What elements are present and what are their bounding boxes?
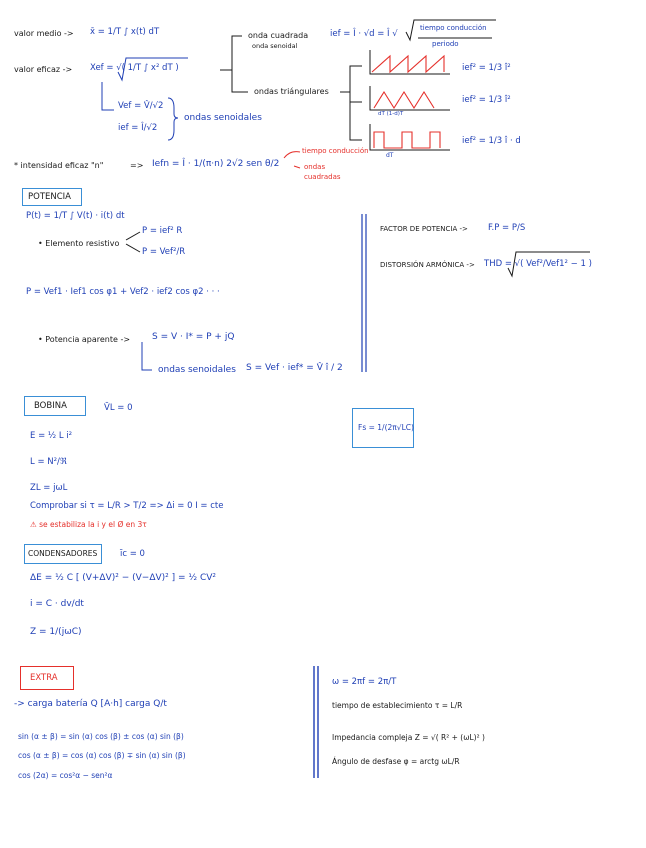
pulse-wave-icon <box>374 132 440 148</box>
intensidad-arrow: => <box>130 161 144 170</box>
valor-medio-label: valor medio -> <box>14 29 74 38</box>
onda-senoidal-label: onda senoidal <box>252 42 298 50</box>
ief-cuadrada-formula: ief = Î · √d = Î √ <box>330 29 398 39</box>
energia-bobina: E = ½ L i² <box>30 431 73 441</box>
tiempo-establecimiento: tiempo de establecimiento τ = L/R <box>332 701 463 710</box>
distorsion-armonica-label: DISTORSIÓN ARMÓNICA -> <box>380 261 475 269</box>
ic-average: īc = 0 <box>120 549 145 559</box>
condensadores-heading: CONDENSADORES <box>28 549 98 558</box>
ief2-sawtooth: ief² = 1/3 î² <box>462 63 511 73</box>
impedancia-compleja: Impedancia compleja Z = √( R² + (ωL)² ) <box>332 733 485 742</box>
warning-estabiliza <box>30 521 147 529</box>
dt-mid-label: dT (1-d)T <box>378 111 404 117</box>
angulo-desfase: Ángulo de desfase φ = arctg ωL/R <box>332 757 460 766</box>
sawtooth-wave-icon <box>372 56 444 72</box>
valor-eficaz-label: valor eficaz -> <box>14 65 73 74</box>
valor-medio-formula: x̄ = 1/T ∫ x(t) dT <box>90 27 160 37</box>
elemento-resistivo-label: • Elemento resistivo <box>38 239 120 248</box>
intensidad-formula: Iefn = Î · 1/(π·n) 2√2 sen θ/2 <box>152 159 280 169</box>
p-ief2-r: P = ief² R <box>142 226 183 236</box>
energia-condensador: ΔE = ½ C [ (V+ΔV)² − (V−ΔV)² ] = ½ CV² <box>30 573 217 583</box>
fp-formula: F.P = P/S <box>488 223 526 233</box>
vl-average: V̄L = 0 <box>104 403 133 413</box>
potencia-aparente-label: • Potencia aparente -> <box>38 335 131 344</box>
p-sum-harmonics: P = Vef1 · Ief1 cos φ1 + Vef2 · ief2 cos φ2 · · · <box>26 287 220 297</box>
sin-suma-formula: sin (α ± β) = sin (α) cos (β) ± cos (α) sin (β) <box>18 732 184 741</box>
ondas-senoidales-label: ondas senoidales <box>184 113 262 123</box>
dt-pulse-label: dT <box>386 152 394 159</box>
triangle-wave-icon <box>374 92 434 108</box>
valor-eficaz-formula: Xef = √( 1/T ∫ x² dT ) <box>90 63 179 73</box>
impedancia-condensador: Z = 1/(jωC) <box>30 627 82 637</box>
ief2-pulse: ief² = 1/3 î · d <box>462 136 521 146</box>
s-senoidal-formula: S = Vef · ief* = V̂ î / 2 <box>246 363 343 373</box>
tiempo-conduccion-note: tiempo conducción <box>302 147 369 155</box>
intensidad-eficaz-label: * intensidad eficaz "n" <box>14 161 104 170</box>
ondas-triangulares-label: ondas triángulares <box>254 87 329 96</box>
fs-formula: Fs = 1/(2π√LC) <box>358 423 414 432</box>
inductancia-formula: L = N²/ℜ <box>30 457 67 467</box>
potencia-instantanea: P(t) = 1/T ∫ V(t) · i(t) dt <box>26 211 125 221</box>
bobina-heading: BOBINA <box>34 401 67 411</box>
warning-icon: ⚠ <box>30 520 37 529</box>
omega-formula: ω = 2πf = 2π/T <box>332 677 397 687</box>
carga-bateria: -> carga batería Q [A·h] carga Q/t <box>14 699 167 709</box>
impedancia-bobina: ZL = jωL <box>30 483 68 493</box>
extra-heading: EXTRA <box>30 673 58 683</box>
vef-formula: Vef = V̂/√2 <box>118 101 164 111</box>
factor-potencia-label: FACTOR DE POTENCIA -> <box>380 225 468 233</box>
p-vef2-r: P = Vef²/R <box>142 247 186 257</box>
cos-suma-formula: cos (α ± β) = cos (α) cos (β) ∓ sin (α) sin (β) <box>18 751 186 760</box>
thd-formula: THD = √( Vef²/Vef1² − 1 ) <box>484 259 592 269</box>
cuadradas-note: cuadradas <box>304 173 341 181</box>
ief-formula: ief = Î/√2 <box>118 123 158 133</box>
cos-doble-formula: cos (2α) = cos²α − sen²α <box>18 771 113 780</box>
ief2-triangle: ief² = 1/3 î² <box>462 95 511 105</box>
warning-text: se estabiliza la i y el Ø en 3τ <box>39 520 147 529</box>
onda-cuadrada-label: onda cuadrada <box>248 31 309 40</box>
tiempo-conduccion-label: tiempo conducción <box>420 24 487 32</box>
comprobar-tau: Comprobar si τ = L/R > T/2 => Δi = 0 I = cte <box>30 501 224 511</box>
ondas-senoidales-s-label: ondas senoidales <box>158 365 236 375</box>
s-formula: S = V · I* = P + jQ <box>152 332 235 342</box>
ondas-note: ondas <box>304 163 326 171</box>
potencia-heading: POTENCIA <box>28 192 71 202</box>
periodo-label: periodo <box>432 40 459 48</box>
corriente-condensador: i = C · dv/dt <box>30 599 84 609</box>
